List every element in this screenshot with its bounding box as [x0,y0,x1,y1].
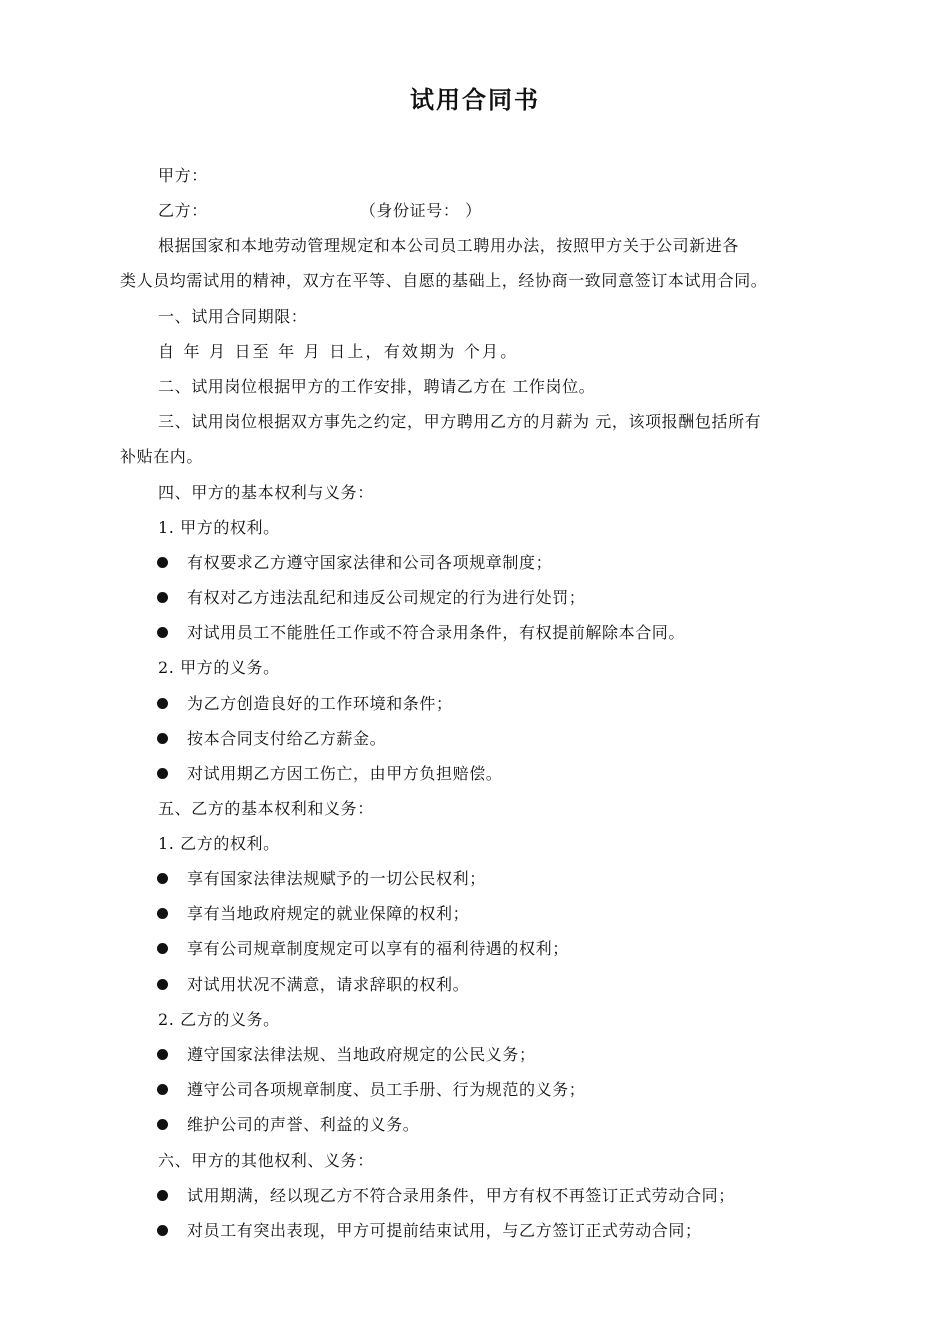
list-item: 试用期满，经以现乙方不符合录用条件，甲方有权不再签订正式劳动合同； [157,1184,735,1208]
list-item: 为乙方创造良好的工作环境和条件； [157,692,453,716]
bullet-icon [157,733,168,744]
party-b-line [158,199,482,223]
list-item: 有权对乙方违法乱纪和违反公司规定的行为进行处罚； [157,586,585,610]
party-b-label: 乙方： [158,201,208,220]
bullet-icon [157,873,168,884]
section4-heading: 四、甲方的基本权利与义务： [158,483,374,502]
list-item: 享有当地政府规定的就业保障的权利； [157,902,469,926]
list-item: 按本合同支付给乙方薪金。 [157,727,386,751]
party-a-label: 甲方： [158,166,208,185]
bullet-icon [157,943,168,954]
bullet-icon [157,768,168,779]
bullet-icon [157,627,168,638]
list-item: 对试用员工不能胜任工作或不符合录用条件，有权提前解除本合同。 [157,621,685,645]
bullet-icon [157,1119,168,1130]
list-item: 有权要求乙方遵守国家法律和公司各项规章制度； [157,551,552,575]
section5-heading: 五、乙方的基本权利和义务： [158,799,374,818]
list-item: 对员工有突出表现，甲方可提前结束试用，与乙方签订正式劳动合同； [157,1219,702,1243]
section3-line-1: 三、试用岗位根据双方事先之约定，甲方聘用乙方的月薪为 元，该项报酬包括所有 [158,412,762,431]
bullet-icon [157,1049,168,1060]
bullet-icon [157,908,168,919]
bullet-icon [157,979,168,990]
bullet-icon [157,557,168,568]
bullet-icon [157,1084,168,1095]
section5-duties-heading: 2. 乙方的义务。 [158,1010,280,1029]
bullet-icon [157,698,168,709]
list-item: 对试用期乙方因工伤亡，由甲方负担赔偿。 [157,762,502,786]
section5-rights-heading: 1. 乙方的权利。 [158,834,280,853]
list-item: 遵守国家法律法规、当地政府规定的公民义务； [157,1043,536,1067]
section6-heading: 六、甲方的其他权利、义务： [158,1151,374,1170]
intro-line-1: 根据国家和本地劳动管理规定和本公司员工聘用办法，按照甲方关于公司新进各 [158,236,740,255]
section4-rights-heading: 1. 甲方的权利。 [158,518,280,537]
list-item: 享有公司规章制度规定可以享有的福利待遇的权利； [157,937,569,961]
section3-line-2: 补贴在内。 [120,447,204,466]
list-item: 对试用状况不满意，请求辞职的权利。 [157,973,469,997]
party-b-id-label: （身份证号： ） [359,201,482,220]
bullet-icon [157,1225,168,1236]
bullet-icon [157,592,168,603]
list-item: 维护公司的声誉、利益的义务。 [157,1113,419,1137]
document-title: 试用合同书 [410,86,540,114]
section4-duties-heading: 2. 甲方的义务。 [158,658,280,677]
section2-text: 二、试用岗位根据甲方的工作安排，聘请乙方在 工作岗位。 [158,377,596,396]
intro-line-2: 类人员均需试用的精神，双方在平等、自愿的基础上，经协商一致同意签订本试用合同。 [120,271,768,290]
list-item: 享有国家法律法规赋予的一切公民权利； [157,867,486,891]
section1-heading: 一、试用合同期限： [158,307,308,326]
list-item: 遵守公司各项规章制度、员工手册、行为规范的义务； [157,1078,585,1102]
bullet-icon [157,1190,168,1201]
section1-term: 自 年 月 日至 年 月 日上，有效期为 个月。 [158,342,519,361]
